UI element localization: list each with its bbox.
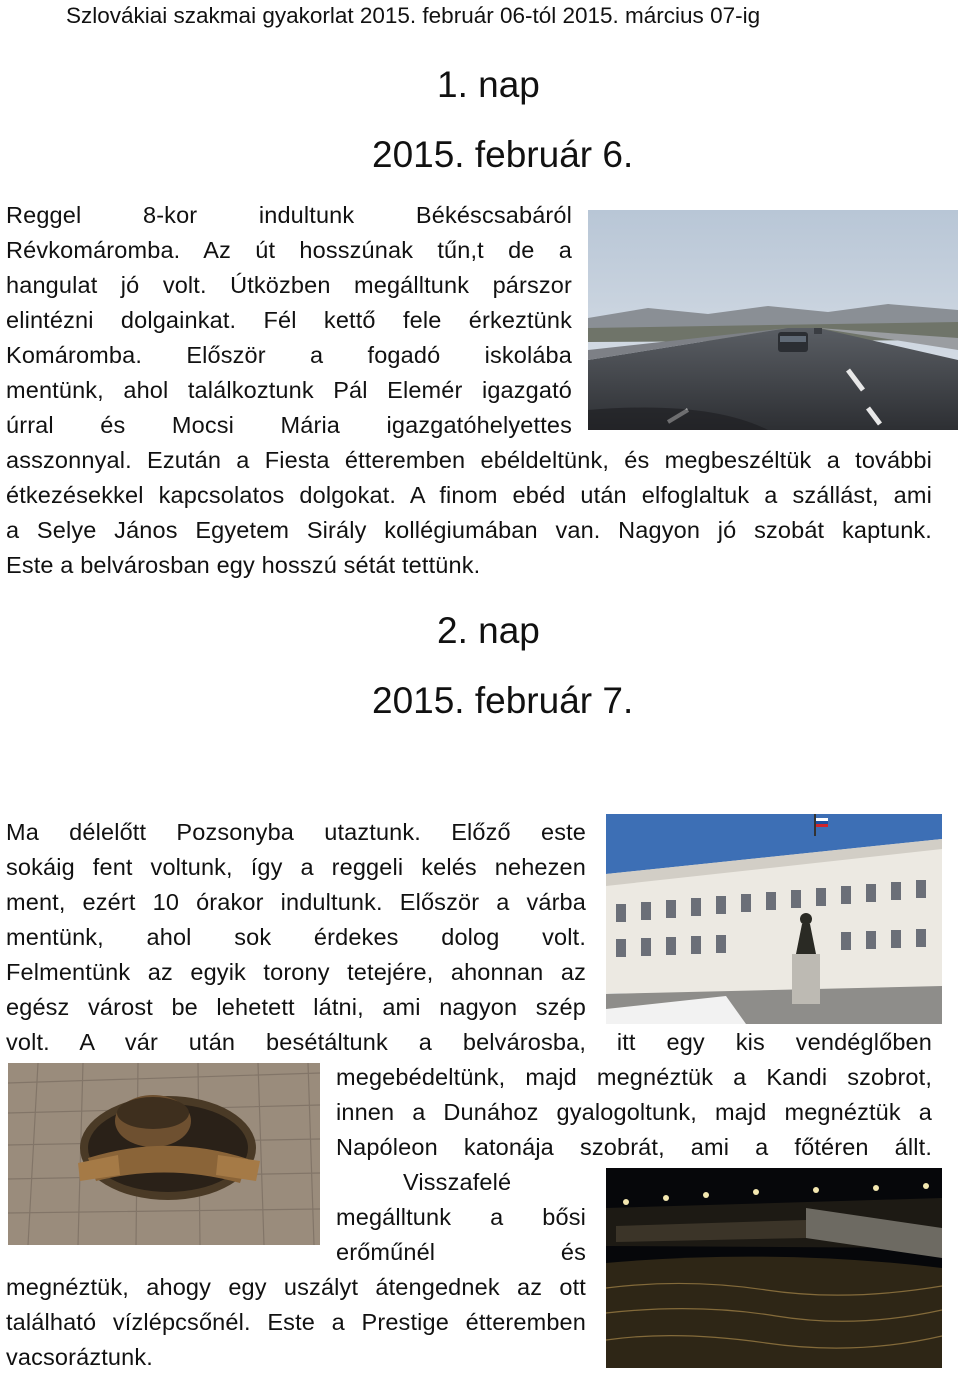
text-line: sokáig fent voltunk, így a reggeli kelés nehezen xyxy=(6,854,586,880)
text-line: innen a Dunához gyalogoltunk, majd megnéztük a xyxy=(336,1099,932,1125)
text-line: megálltunk a bősi xyxy=(336,1204,586,1230)
text-line: Napóleon katonája szobrát, ami a főtéren állt. xyxy=(336,1134,932,1160)
text-line: megnéztük, ahogy egy uszályt átengednek az ott xyxy=(6,1274,586,1300)
text-line: vacsoráztunk. xyxy=(6,1344,153,1370)
text-line: mentünk, ahol találkoztunk Pál Elemér igazgató xyxy=(6,377,572,403)
text-line: Felmentünk az egyik torony tetejére, ahonnan az xyxy=(6,959,586,985)
castle-photo xyxy=(606,814,942,1024)
text-line: Komáromba. Először a fogadó iskolába xyxy=(6,342,572,368)
text-line: elintézni dolgainkat. Fél kettő fele érkeztünk xyxy=(6,307,572,333)
day2-date: 2015. február 7. xyxy=(372,680,634,721)
text-line: a Selye János Egyetem Sirály kollégiumában van. Nagyon jó szobát kaptunk. xyxy=(6,517,932,543)
text-line: Ma délelőtt Pozsonyba utaztunk. Előző este xyxy=(6,819,586,845)
highway-photo xyxy=(588,210,958,430)
day1-heading: 1. nap xyxy=(437,64,540,105)
document-header: Szlovákiai szakmai gyakorlat 2015. február 06-tól 2015. március 07-ig xyxy=(66,3,761,28)
text-line: étkezésekkel kapcsolatos dolgokat. A finom ebéd után elfoglaltuk a szállást, ami xyxy=(6,482,932,508)
text-line: megebédeltünk, majd megnéztük a Kandi szobrot, xyxy=(336,1064,932,1090)
day1-date: 2015. február 6. xyxy=(372,134,634,175)
text-line: ment, ezért 10 órakor indultunk. Először a várba xyxy=(6,889,586,915)
text-line: erőműnél és xyxy=(336,1239,586,1265)
dam-photo xyxy=(606,1168,942,1368)
statue-photo xyxy=(8,1063,320,1245)
text-line: volt. A vár után besétáltunk a belvárosba, itt egy kis vendéglőben xyxy=(6,1029,932,1055)
text-line: található vízlépcsőnél. Este a Prestige étteremben xyxy=(6,1309,586,1335)
text-line: egész várost be lehetett látni, ami nagyon szép xyxy=(6,994,586,1020)
text-line: hangulat jó volt. Útközben megálltunk párszor xyxy=(6,272,572,298)
text-line: mentünk, ahol sok érdekes dolog volt. xyxy=(6,924,586,950)
text-line: Este a belvárosban egy hosszú sétát tettünk. xyxy=(6,552,481,578)
day2-heading: 2. nap xyxy=(437,610,540,651)
text-line: asszonnyal. Ezután a Fiesta étteremben ebéldeltünk, és megbeszéltük a további xyxy=(6,447,932,473)
text-line: úrral és Mocsi Mária igazgatóhelyettes xyxy=(6,412,572,438)
text-line: Visszafelé xyxy=(403,1169,512,1195)
text-line: Reggel 8-kor indultunk Békéscsabáról xyxy=(6,202,572,228)
text-line: Révkomáromba. Az út hosszúnak tűn,t de a xyxy=(6,237,572,263)
